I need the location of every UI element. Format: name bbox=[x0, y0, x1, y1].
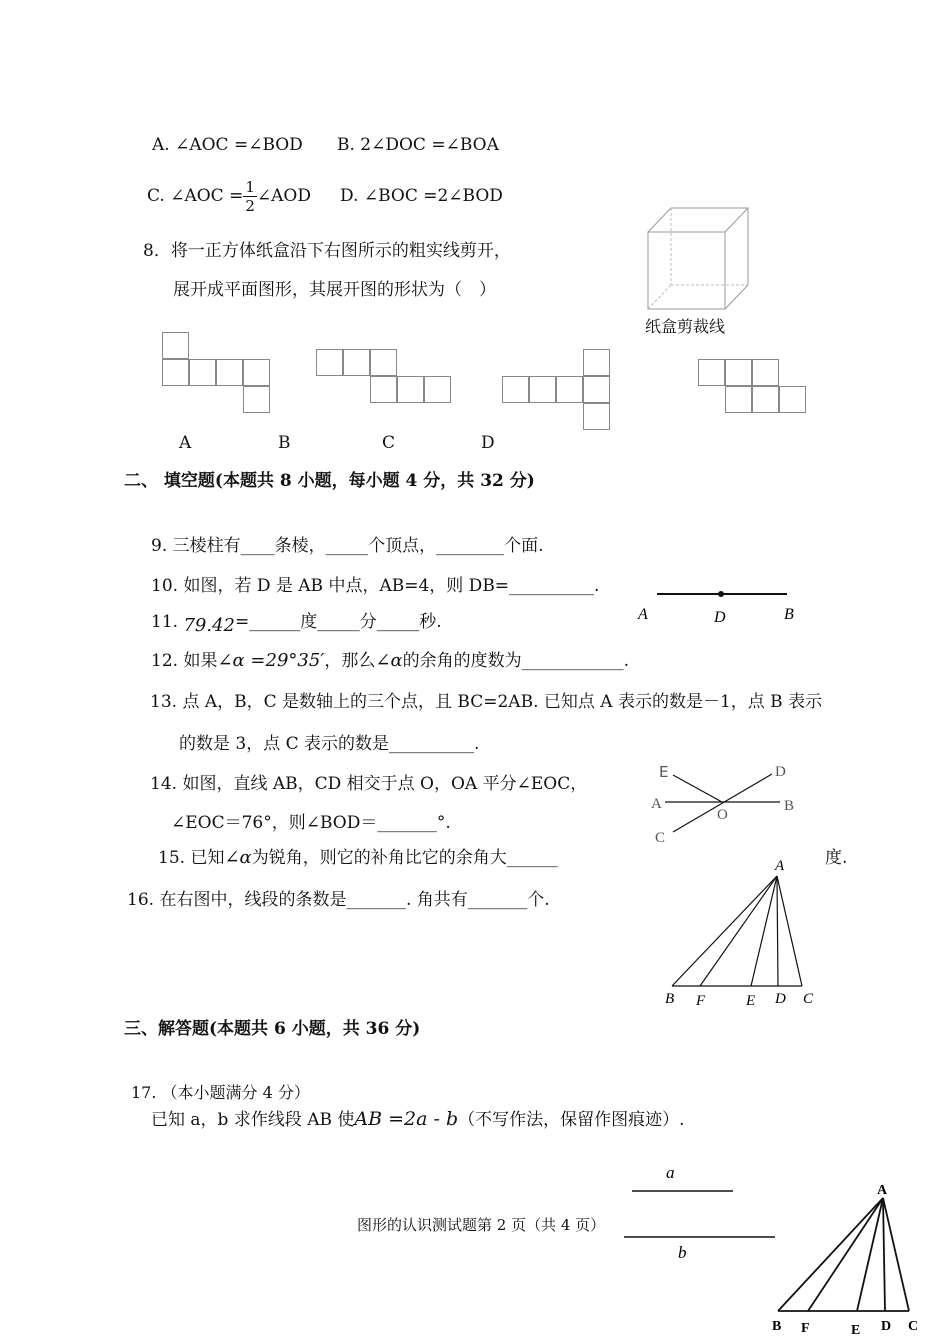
q12-suffix: 的余角的度数为____________. bbox=[402, 651, 630, 671]
q12-prefix: 12. 如果 bbox=[151, 651, 218, 671]
net-cell bbox=[529, 376, 556, 403]
q7-option-c bbox=[147, 176, 311, 216]
q12-expression: ∠α =29°35′ bbox=[217, 650, 325, 671]
q11-suffix: =______度_____分_____秒. bbox=[234, 612, 442, 632]
q7-option-a: A. ∠AOC =∠BOD bbox=[152, 135, 303, 155]
net-label-a: A bbox=[179, 433, 192, 453]
q14-line2: ∠EOC＝76°，则∠BOD＝_______°. bbox=[171, 813, 451, 833]
q16: 16. 在右图中，线段的条数是_______. 角共有_______个. bbox=[127, 890, 550, 910]
page-footer: 图形的认识测试题第 2 页（共 4 页） bbox=[357, 1216, 606, 1234]
q14-line1: 14. 如图，直线 AB，CD 相交于点 O，OA 平分∠EOC， bbox=[150, 774, 588, 794]
vertex-label-e: E bbox=[746, 993, 756, 1009]
net-cell bbox=[583, 349, 610, 376]
q8-line2: 展开成平面图形，其展开图的形状为（ ） bbox=[173, 280, 496, 300]
bottom-label-c: C bbox=[908, 1319, 919, 1334]
net-cell bbox=[583, 403, 610, 430]
q11-value: 79.42 bbox=[183, 615, 235, 636]
q11: 11. 79.42=______度_____分_____秒. bbox=[151, 612, 442, 636]
cube-figure bbox=[640, 205, 760, 315]
net-cell bbox=[698, 359, 725, 386]
bottom-label-a: A bbox=[877, 1183, 888, 1198]
line-label-a: A bbox=[651, 796, 662, 812]
q13-line1: 13. 点 A，B，C 是数轴上的三个点，且 BC=2AB. 已知点 A 表示的数是－1，点 B 表示 bbox=[150, 692, 823, 712]
net-cell bbox=[316, 349, 343, 376]
q15 bbox=[158, 847, 558, 869]
q15-suffix: 为锐角，则它的补角比它的余角大______ bbox=[251, 848, 558, 868]
q7-option-c-prefix: C. ∠AOC = bbox=[147, 186, 244, 206]
net-label-c: C bbox=[382, 433, 396, 453]
net-cell bbox=[556, 376, 583, 403]
net-cell bbox=[370, 349, 397, 376]
q10-segment-figure bbox=[630, 580, 810, 625]
bottom-label-e: E bbox=[851, 1323, 861, 1338]
q8-line1: 8．将一正方体纸盒沿下右图所示的粗实线剪开， bbox=[143, 241, 511, 261]
q7-option-c-suffix: ∠AOD bbox=[256, 186, 311, 206]
net-cell bbox=[752, 359, 779, 386]
q17-line2 bbox=[151, 1108, 685, 1131]
vertex-label-d: D bbox=[775, 991, 786, 1007]
cube-caption: 纸盒剪裁线 bbox=[645, 317, 726, 336]
net-cell bbox=[162, 332, 189, 359]
section2-title: 二、 填空题(本题共 8 小题，每小题 4 分，共 32 分) bbox=[124, 471, 535, 491]
q7-option-b: B. 2∠DOC =∠BOA bbox=[337, 135, 499, 155]
q14-lines-figure bbox=[645, 760, 810, 850]
fraction-denominator: 2 bbox=[245, 197, 255, 215]
bottom-triangle-figure bbox=[768, 1178, 938, 1342]
net-cell bbox=[370, 376, 397, 403]
q12-expression-2: ∠α bbox=[375, 650, 403, 671]
net-cell bbox=[162, 359, 189, 386]
q17-line2-prefix: 已知 a，b 求作线段 AB 使 bbox=[151, 1110, 355, 1130]
line-label-b: B bbox=[784, 798, 795, 814]
net-cell bbox=[725, 386, 752, 413]
vertex-label-f: F bbox=[696, 993, 706, 1009]
section3-title: 三、解答题(本题共 6 小题，共 36 分) bbox=[124, 1019, 421, 1039]
fraction-numerator: 1 bbox=[245, 178, 255, 196]
point-label-a: A bbox=[638, 606, 648, 623]
fraction bbox=[243, 178, 257, 215]
q15-expression: ∠α bbox=[224, 847, 252, 868]
net-cell bbox=[752, 386, 779, 413]
q17-line1: 17. （本小题满分 4 分） bbox=[131, 1083, 310, 1102]
net-cell bbox=[583, 376, 610, 403]
vertex-label-c: C bbox=[803, 991, 814, 1007]
net-cell bbox=[725, 359, 752, 386]
q15-unit: 度. bbox=[825, 848, 848, 868]
point-label-b: B bbox=[784, 606, 794, 623]
line-label-e: E bbox=[659, 763, 669, 781]
vertex-label-a: A bbox=[775, 858, 785, 874]
line-label-o: O bbox=[717, 807, 728, 823]
q7-option-d: D. ∠BOC =2∠BOD bbox=[340, 186, 503, 206]
q16-triangle-figure bbox=[660, 855, 825, 1015]
q13-line2: 的数是 3，点 C 表示的数是__________. bbox=[179, 734, 480, 754]
bottom-label-b: B bbox=[772, 1319, 782, 1334]
point-label-d: D bbox=[714, 609, 726, 626]
net-cell bbox=[397, 376, 424, 403]
net-label-b: B bbox=[278, 433, 291, 453]
bottom-label-d: D bbox=[881, 1319, 892, 1334]
line-label-d: D bbox=[775, 764, 786, 780]
q17-segments-figure bbox=[620, 1155, 790, 1265]
net-cell bbox=[779, 386, 806, 413]
segment-label-a: a bbox=[666, 1163, 675, 1182]
net-cell bbox=[502, 376, 529, 403]
net-cell bbox=[216, 359, 243, 386]
q10: 10. 如图，若 D 是 AB 中点，AB=4，则 DB=__________. bbox=[151, 576, 600, 596]
segment-label-b: b bbox=[678, 1243, 687, 1262]
net-cell bbox=[424, 376, 451, 403]
q17-line2-suffix: （不写作法，保留作图痕迹）. bbox=[458, 1110, 685, 1130]
net-cell bbox=[343, 349, 370, 376]
net-label-d: D bbox=[481, 433, 495, 453]
line-label-c: C bbox=[655, 830, 666, 846]
net-cell bbox=[189, 359, 216, 386]
q15-prefix: 15. 已知 bbox=[158, 848, 225, 868]
q17-expression: AB =2a - b bbox=[354, 1108, 459, 1130]
bottom-label-f: F bbox=[801, 1321, 810, 1336]
q9: 9. 三棱柱有____条棱，_____个顶点，________个面. bbox=[151, 536, 544, 556]
q12 bbox=[151, 650, 629, 672]
vertex-label-b: B bbox=[665, 991, 675, 1007]
q12-mid: ，那么 bbox=[324, 651, 376, 671]
net-cell bbox=[243, 359, 270, 386]
net-cell bbox=[243, 386, 270, 413]
